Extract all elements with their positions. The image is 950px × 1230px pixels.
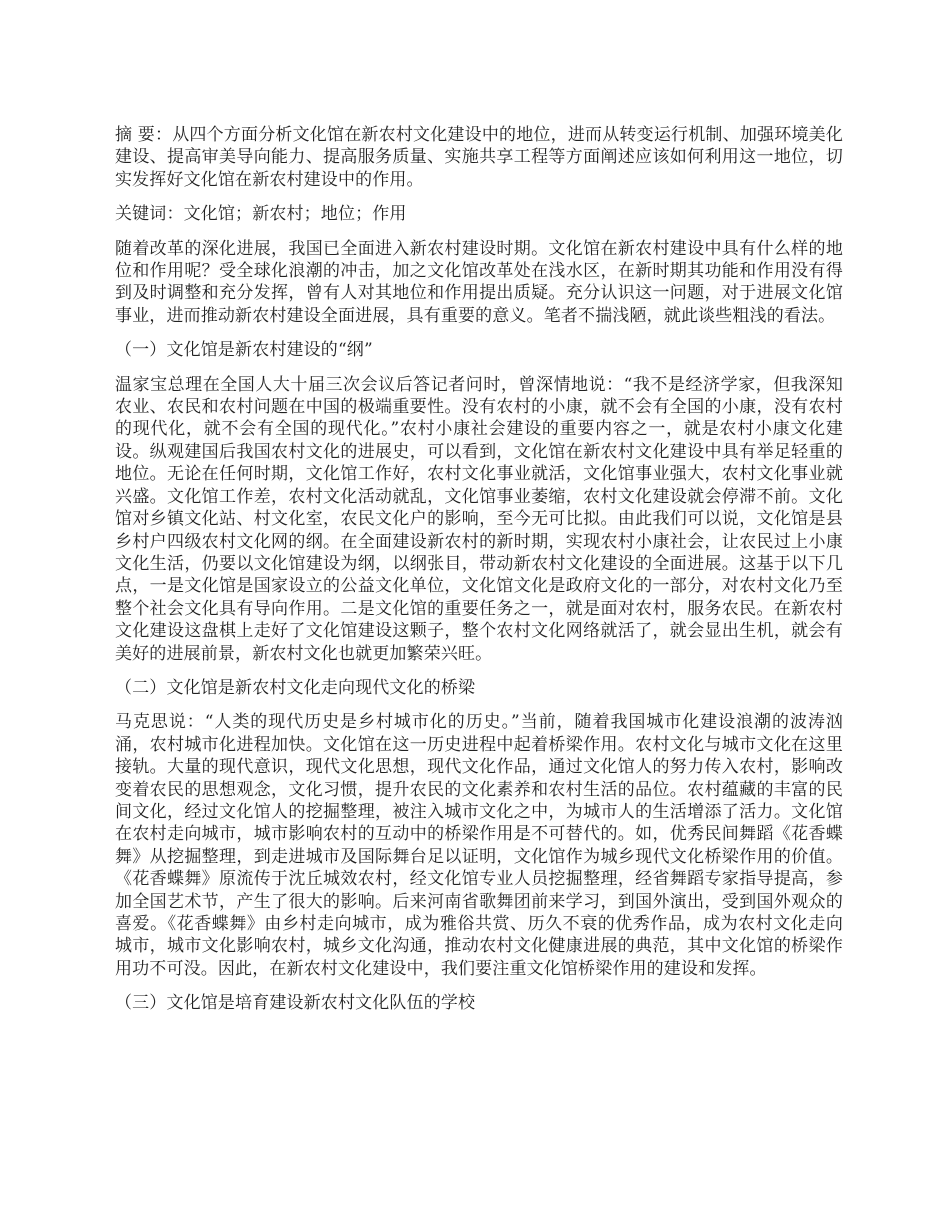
section-2-body: 马克思说：“人类的现代历史是乡村城市化的历史。”当前，随着我国城市化建设浪潮的波涛汹涌，农村城市化进程加快。文化馆在这一历史进程中起着桥梁作用。农村文化与城市文化在这里接轨。大量的现代意识，现代文化思想，现代文化作品，通过文化馆人的努力传入农村，影响改变着农民的思想观念，文化习惯，提升农民的文化素养和农村生活的品位。农村蕴藏的丰富的民间文化，经过文化馆人的挖掘整理，被注入城市文化之中，为城市人的生活增添了活力。文化馆在农村走向城市，城市影响农村的互动中的桥梁作用是不可替代的。如，优秀民间舞蹈《花香蝶舞》从挖掘整理，到走进城市及国际舞台足以证明，文化馆作为城乡现代文化桥梁作用的价值。《花香蝶舞》原流传于沈丘城效农村，经文化馆专业人员挖掘整理，经省舞蹈专家指导提高，参加全国艺术节，产生了很大的影响。后来河南省歌舞团前来学习，到国外演出，受到国外观众的喜爱。《花香蝶舞》由乡村走向城市，成为雅俗共赏、历久不衰的优秀作品，成为农村文化走向城市，城市文化影响农村，城乡文化沟通，推动农村文化健康进展的典范，其中文化馆的桥梁作用功不可没。因此，在新农村文化建设中，我们要注重文化馆桥梁作用的建设和发挥。 bbox=[115, 712, 843, 979]
section-1-heading: （一）文化馆是新农村建设的“纲” bbox=[115, 340, 373, 361]
abstract-paragraph: 摘 要：从四个方面分析文化馆在新农村文化建设中的地位，进而从转变运行机制、加强环境美化建设、提高审美导向能力、提高服务质量、实施共享工程等方面阐述应该如何利用这一地位，切实发挥好文化馆在新农村建设中的作用。 bbox=[115, 125, 843, 190]
keywords-line: 关键词：文化馆；新农村；地位；作用 bbox=[115, 204, 407, 225]
document-page bbox=[115, 124, 843, 1027]
section-1-body: 温家宝总理在全国人大十届三次会议后答记者问时，曾深情地说：“我不是经济学家，但我深知农业、农民和农村问题在中国的极端重要性。没有农村的小康，就不会有全国的小康，没有农村的现代化，就不会有全国的现代化。”农村小康社会建设的重要内容之一，就是农村小康文化建设。纵观建国后我国农村文化的进展史，可以看到，文化馆在新农村文化建设中具有举足轻重的地位。无论在任何时期，文化馆工作好，农村文化事业就活，文化馆事业强大，农村文化事业就兴盛。文化馆工作差，农村文化活动就乱，文化馆事业萎缩，农村文化建设就会停滞不前。文化馆对乡镇文化站、村文化室，农民文化户的影响，至今无可比拟。由此我们可以说，文化馆是县乡村户四级农村文化网的纲。在全面建设新农村的新时期，实现农村小康社会，让农民过上小康文化生活，仍要以文化馆建设为纲，以纲张目，带动新农村文化建设的全面进展。这基于以下几点，一是文化馆是国家设立的公益文化单位，文化馆文化是政府文化的一部分，对农村文化乃至整个社会文化具有导向作用。二是文化馆的重要任务之一，就是面对农村，服务农民。在新农村文化建设这盘棋上走好了文化馆建设这颗子，整个农村文化网络就活了，就会显出生机，就会有美好的进展前景，新农村文化也就更加繁荣兴旺。 bbox=[115, 374, 843, 664]
intro-paragraph: 随着改革的深化进展，我国已全面进入新农村建设时期。文化馆在新农村建设中具有什么样的地位和作用呢？受全球化浪潮的冲击，加之文化馆改革处在浅水区，在新时期其功能和作用没有得到及时调整和充分发挥，曾有人对其地位和作用提出质疑。充分认识这一问题，对于进展文化馆事业，进而推动新农村建设全面进展，具有重要的意义。笔者不揣浅陋，就此谈些粗浅的看法。 bbox=[115, 238, 843, 326]
section-3-heading: （三）文化馆是培育建设新农村文化队伍的学校 bbox=[115, 993, 476, 1014]
section-2-heading: （二）文化馆是新农村文化走向现代文化的桥梁 bbox=[115, 677, 476, 698]
